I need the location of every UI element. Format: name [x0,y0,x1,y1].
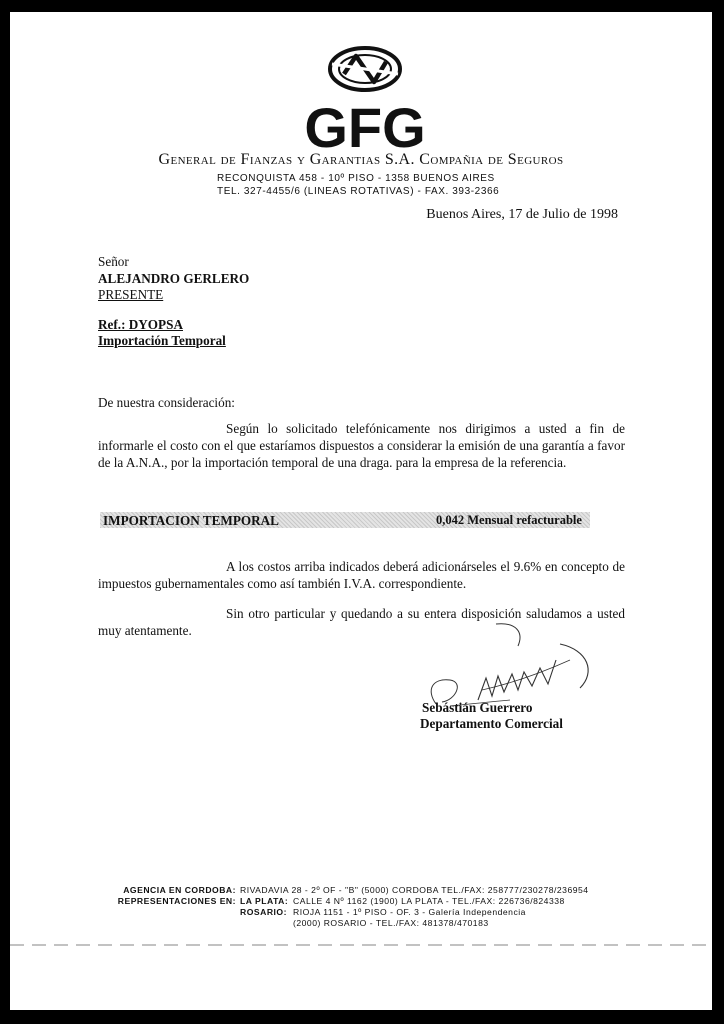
footer-laplata-label: LA PLATA: [240,896,289,906]
address-line: RECONQUISTA 458 - 10º PISO - 1358 BUENOS AIRES [217,173,495,184]
signatory-name: Sebástián Guerrero [422,700,533,715]
paragraph1-line1: Según lo solicitado telefónicamente nos dirigimos a usted a fin de [226,421,625,436]
footer-rosario-text1: RIOJA 1151 - 1º PISO - OF. 3 - Galería Independencia [293,907,526,917]
letter-page [10,12,712,1010]
footer-laplata-text: CALLE 4 Nº 1162 (1900) LA PLATA - TEL./FAX: 226736/824338 [293,896,565,906]
paragraph2-line2: impuestos gubernamentales como así también I.V.A. correspondiente. [98,576,467,591]
footer-representaciones-label: REPRESENTACIONES EN: [117,896,236,906]
paragraph2-line1: A los costos arriba indicados deberá adicionárseles el 9.6% en concepto de [226,559,625,574]
paragraph1-line3: de la A.N.A., por la importación temporal de una draga. para la empresa de la referencia. [98,455,567,470]
rate-value: 0,042 Mensual refacturable [436,513,582,527]
company-name: General de Fianzas y Garantias S.A. Compañia de Seguros [158,151,564,168]
presente-label: PRESENTE [98,287,164,302]
company-logo [294,100,436,154]
paragraph3-line1: Sin otro particular y quedando a su entera disposición saludamos a usted [226,606,625,621]
company-emblem-icon [326,44,404,94]
paragraph1-line2: informarle el costo con el que estaríamos dispuestos a considerar la emisión de una garantía a favor [98,438,625,453]
footer-rosario-label: ROSARIO: [240,907,287,917]
signatory-department: Departamento Comercial [420,716,563,731]
reference-line: Ref.: DYOPSA [98,317,183,332]
reference-subject: Importación Temporal [98,333,226,348]
paragraph3-line2: muy atentamente. [98,623,192,638]
rate-label: IMPORTACION TEMPORAL [103,513,279,528]
letter-date: Buenos Aires, 17 de Julio de 1998 [426,207,618,222]
scan-noise-line [10,944,712,946]
recipient-name: ALEJANDRO GERLERO [98,271,250,286]
phone-line: TEL. 327-4455/6 (LINEAS ROTATIVAS) - FAX. 393-2366 [217,186,500,197]
footer-cordoba-label: AGENCIA EN CORDOBA: [123,885,236,895]
footer-cordoba-text: RIVADAVIA 28 - 2º OF - "B" (5000) CORDOBA TEL./FAX: 258777/230278/236954 [240,885,589,895]
greeting: De nuestra consideración: [98,395,235,410]
salutation: Señor [98,254,129,269]
footer-rosario-text2: (2000) ROSARIO - TEL./FAX: 481378/470183 [293,918,489,928]
svg-text:GFG: GFG [304,100,426,154]
